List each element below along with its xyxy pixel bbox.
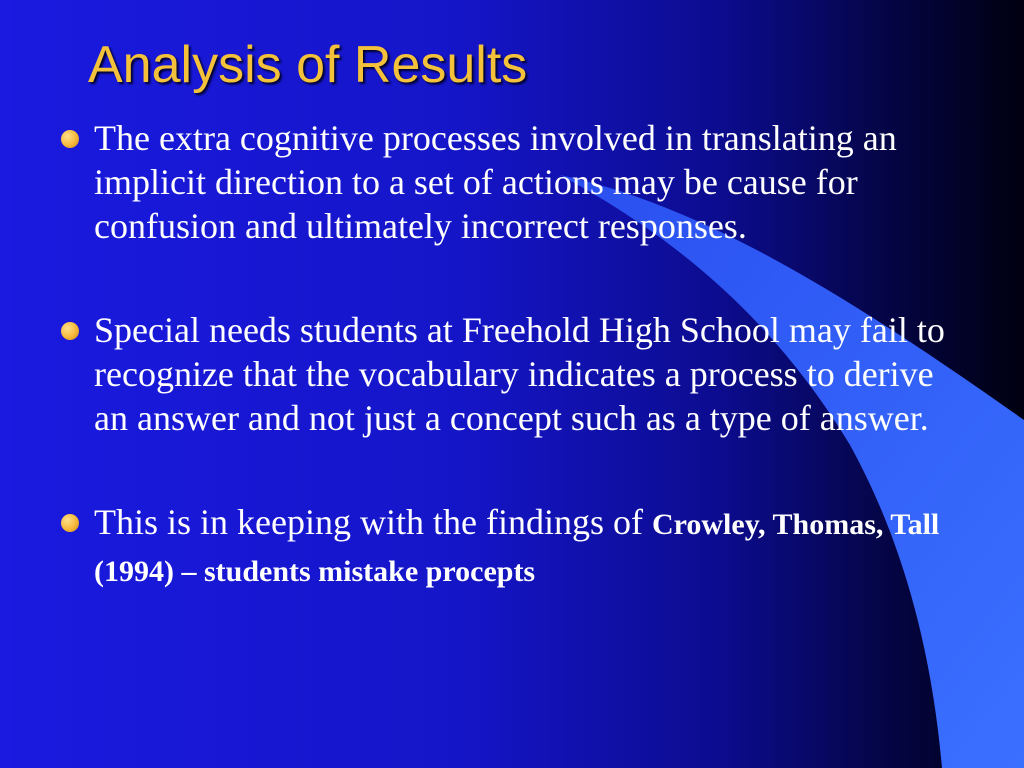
bullet-item xyxy=(58,308,968,440)
bullet-text: The extra cognitive processes involved in translating an implicit direction to a set of actions may be cause for confusion and ultimately incorrect responses. xyxy=(94,118,897,246)
bullet-item xyxy=(58,116,968,248)
bullet-list xyxy=(58,116,968,594)
bullet-text: This is in keeping with the findings of xyxy=(94,502,652,542)
bullet-icon xyxy=(61,130,79,148)
bullet-icon xyxy=(61,322,79,340)
slide-title: Analysis of Results xyxy=(88,36,528,94)
bullet-item xyxy=(58,500,968,594)
citation-text: Crowley, Thomas, Tall (1994) – students mistake procepts xyxy=(94,508,940,588)
bullet-text: Special needs students at Freehold High School may fail to recognize that the vocabulary indicates a process to derive an answer and not just a concept such as a type of answer. xyxy=(94,310,945,438)
bullet-icon xyxy=(61,514,79,532)
